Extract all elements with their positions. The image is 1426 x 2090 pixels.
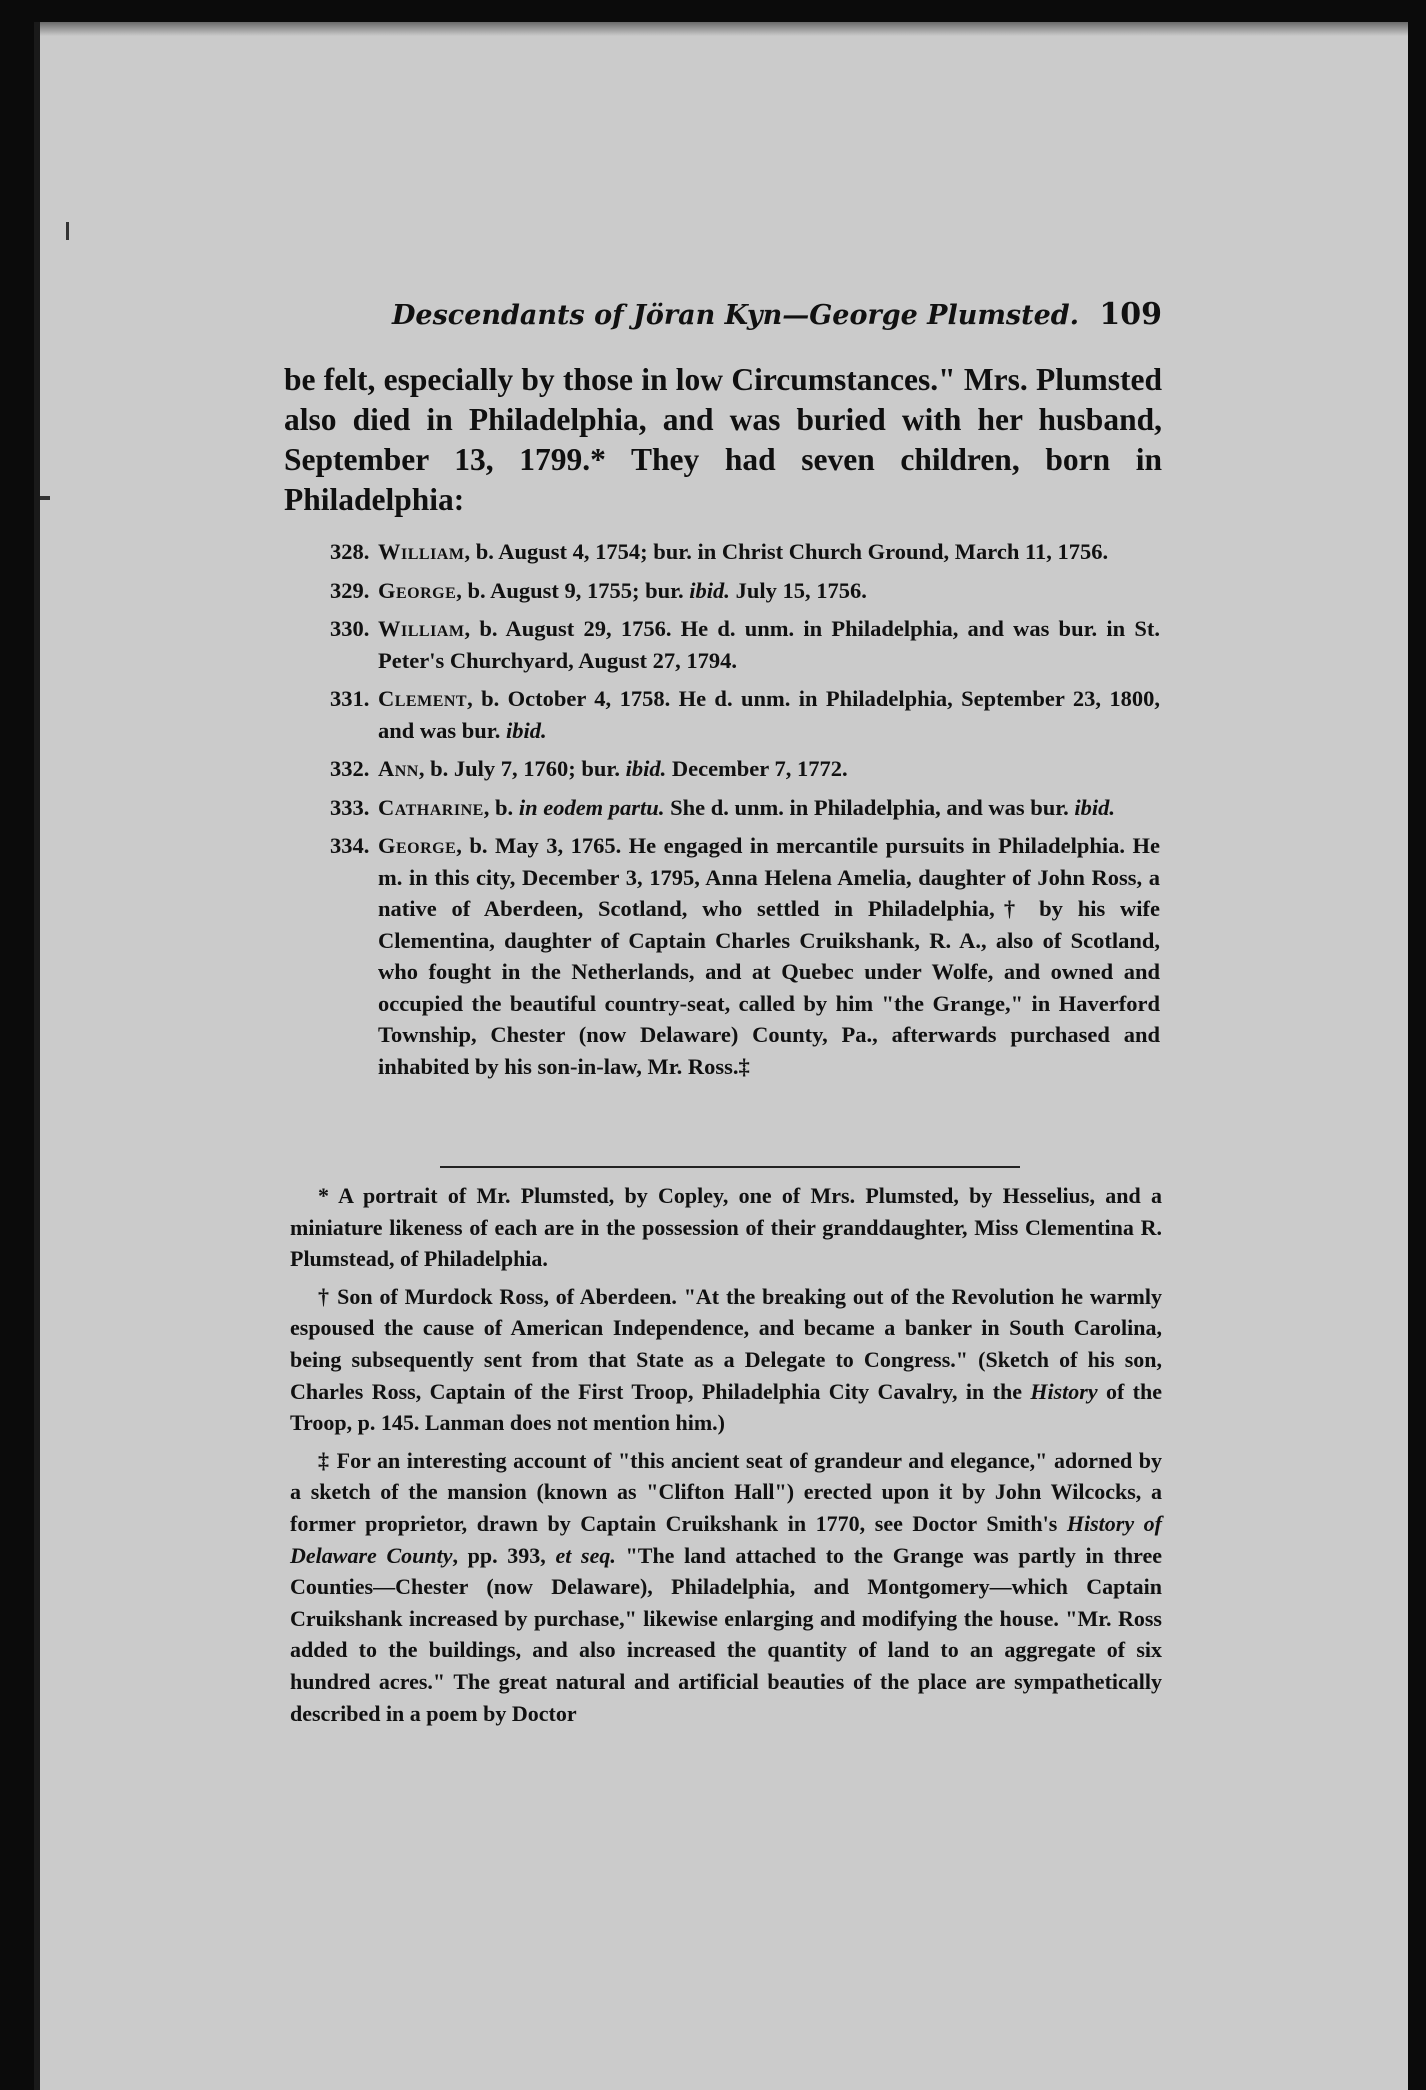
entry-number: 333.: [330, 794, 370, 820]
entry-number: 330.: [330, 616, 370, 641]
list-item: [330, 613, 1160, 676]
entry-name: George: [378, 577, 457, 603]
entry-text: [378, 536, 1160, 568]
footnote-italic: et seq.: [555, 1542, 616, 1568]
entry-text: [378, 830, 1160, 1082]
entry-detail: , b. August 9, 1755; bur.: [456, 577, 690, 603]
entry-detail: , b. August 4, 1754; bur. in Christ Church Ground, March 11, 1756.: [464, 539, 1109, 564]
footnote-text: ‡ For an interesting account of "this ancient seat of grandeur and elegance," adorned by a sketch of the mansion (known as "Clifton Hall") erected upon it by John Wilcocks, a former proprietor, drawn by Captain Cruikshank in 1770, see Doctor Smith's: [290, 1447, 1162, 1536]
entry-text: [378, 575, 1160, 607]
running-title: Descendants of Jöran Kyn—George Plumsted.: [392, 300, 1080, 331]
list-item: [330, 683, 1160, 746]
entry-detail: , b. October 4, 1758. He d. unm. in Philadelphia, September 23, 1800, and was bur.: [378, 686, 1160, 743]
body-paragraph: be felt, especially by those in low Circumstances." Mrs. Plumsted also died in Philadelphia, and was buried with her husband, September 13, 1799.* They had seven children, born in Philadelphia:: [284, 362, 1162, 517]
list-item: [330, 792, 1160, 824]
footnote-italic: History of Delaware County: [290, 1510, 1162, 1568]
footnote-italic: History: [1030, 1378, 1098, 1404]
page-edge-mark: [66, 222, 69, 240]
entry-number: 331.: [330, 686, 370, 711]
footnote-text: "The land attached to the Grange was partly in three Counties—Chester (now Delaware), Philadelphia, and Montgomery—which Captain Cruikshank increased by purchase," likewise enlarging and modifying the house. "Mr. Ross added to the buildings, and also increased the quantity of land to an aggregate of six hundred acres." The great natural and artificial beauties of the place are sympathetically described in a poem by Doctor: [290, 1542, 1162, 1726]
entry-italic: ibid.: [625, 756, 667, 781]
book-page: [34, 22, 1408, 2090]
footnote-text: † Son of Murdock Ross, of Aberdeen. "At the breaking out of the Revolution he warmly espoused the cause of American Independence, and became a banker in South Carolina, being subsequently sent from that State as a Delegate to Congress." (Sketch of his son, Charles Ross, Captain of the First Troop, Philadelphia City Cavalry, in the: [290, 1283, 1162, 1404]
footnote-star: * A portrait of Mr. Plumsted, by Copley, one of Mrs. Plumsted, by Hesselius, and a miniature likeness of each are in the possession of their granddaughter, Miss Clementina R. Plumstead, of Philadelphia.: [290, 1183, 1162, 1272]
entry-italic: ibid.: [689, 577, 730, 603]
running-head: [392, 297, 1162, 332]
page-edge-mark: [40, 496, 50, 500]
entry-name: William: [378, 539, 465, 564]
entry-detail: She d. unm. in Philadelphia, and was bur.: [664, 794, 1075, 820]
footnote-text: of the Troop, p. 145. Lanman does not mention him.): [290, 1378, 1162, 1436]
entry-detail: , b. May 3, 1765. He engaged in mercantile pursuits in Philadelphia. He m. in this city, December 3, 1795, Anna Helena Amelia, daughter of John Ross, a native of Aberdeen, Scotland, who settled in Philadelphia,† by his wife Clementina, daughter of Captain Charles Cruikshank, R. A., also of Scotland, who fought in the Netherlands, and at Quebec under Wolfe, and owned and occupied the beautiful country-seat, called by him "the Grange," in Haverford Township, Chester (now Delaware) County, Pa., afterwards purchased and inhabited by his son-in-law, Mr. Ross.‡: [378, 833, 1160, 1079]
entry-detail: July 15, 1756.: [729, 577, 867, 603]
entry-name: Catharine: [378, 794, 484, 820]
entry-name: Ann: [378, 756, 419, 781]
entry-text: [378, 792, 1160, 824]
entry-number: 329.: [330, 577, 370, 603]
children-list: [330, 536, 1160, 1089]
list-item: [330, 575, 1160, 607]
footnote-text: , pp. 393,: [452, 1542, 556, 1568]
entry-text: [378, 753, 1160, 785]
entry-detail: , b.: [483, 794, 519, 820]
entry-italic: ibid.: [505, 717, 547, 743]
entry-italic: ibid.: [1074, 794, 1116, 820]
entry-number: 334.: [330, 833, 370, 858]
list-item: [330, 536, 1160, 568]
footnote-dagger: [290, 1281, 1162, 1439]
entry-text: [378, 613, 1160, 676]
entry-detail: , b. August 29, 1756. He d. unm. in Philadelphia, and was bur. in St. Peter's Churchyard, August 27, 1794.: [378, 616, 1160, 673]
entry-text: [378, 683, 1160, 746]
entry-detail: December 7, 1772.: [666, 756, 848, 781]
entry-name: William: [378, 616, 465, 641]
entry-name: Clement: [378, 686, 468, 711]
footnote-divider: [440, 1166, 1020, 1168]
footnotes: [290, 1180, 1162, 1735]
footnote-double-dagger: [290, 1445, 1162, 1729]
entry-number: 332.: [330, 756, 370, 781]
entry-name: George: [378, 833, 457, 858]
page-number: 109: [1099, 297, 1162, 332]
entry-italic: in eodem partu.: [518, 794, 665, 820]
list-item: [330, 753, 1160, 785]
entry-number: 328.: [330, 539, 370, 564]
list-item: [330, 830, 1160, 1082]
entry-detail: , b. July 7, 1760; bur.: [418, 756, 626, 781]
